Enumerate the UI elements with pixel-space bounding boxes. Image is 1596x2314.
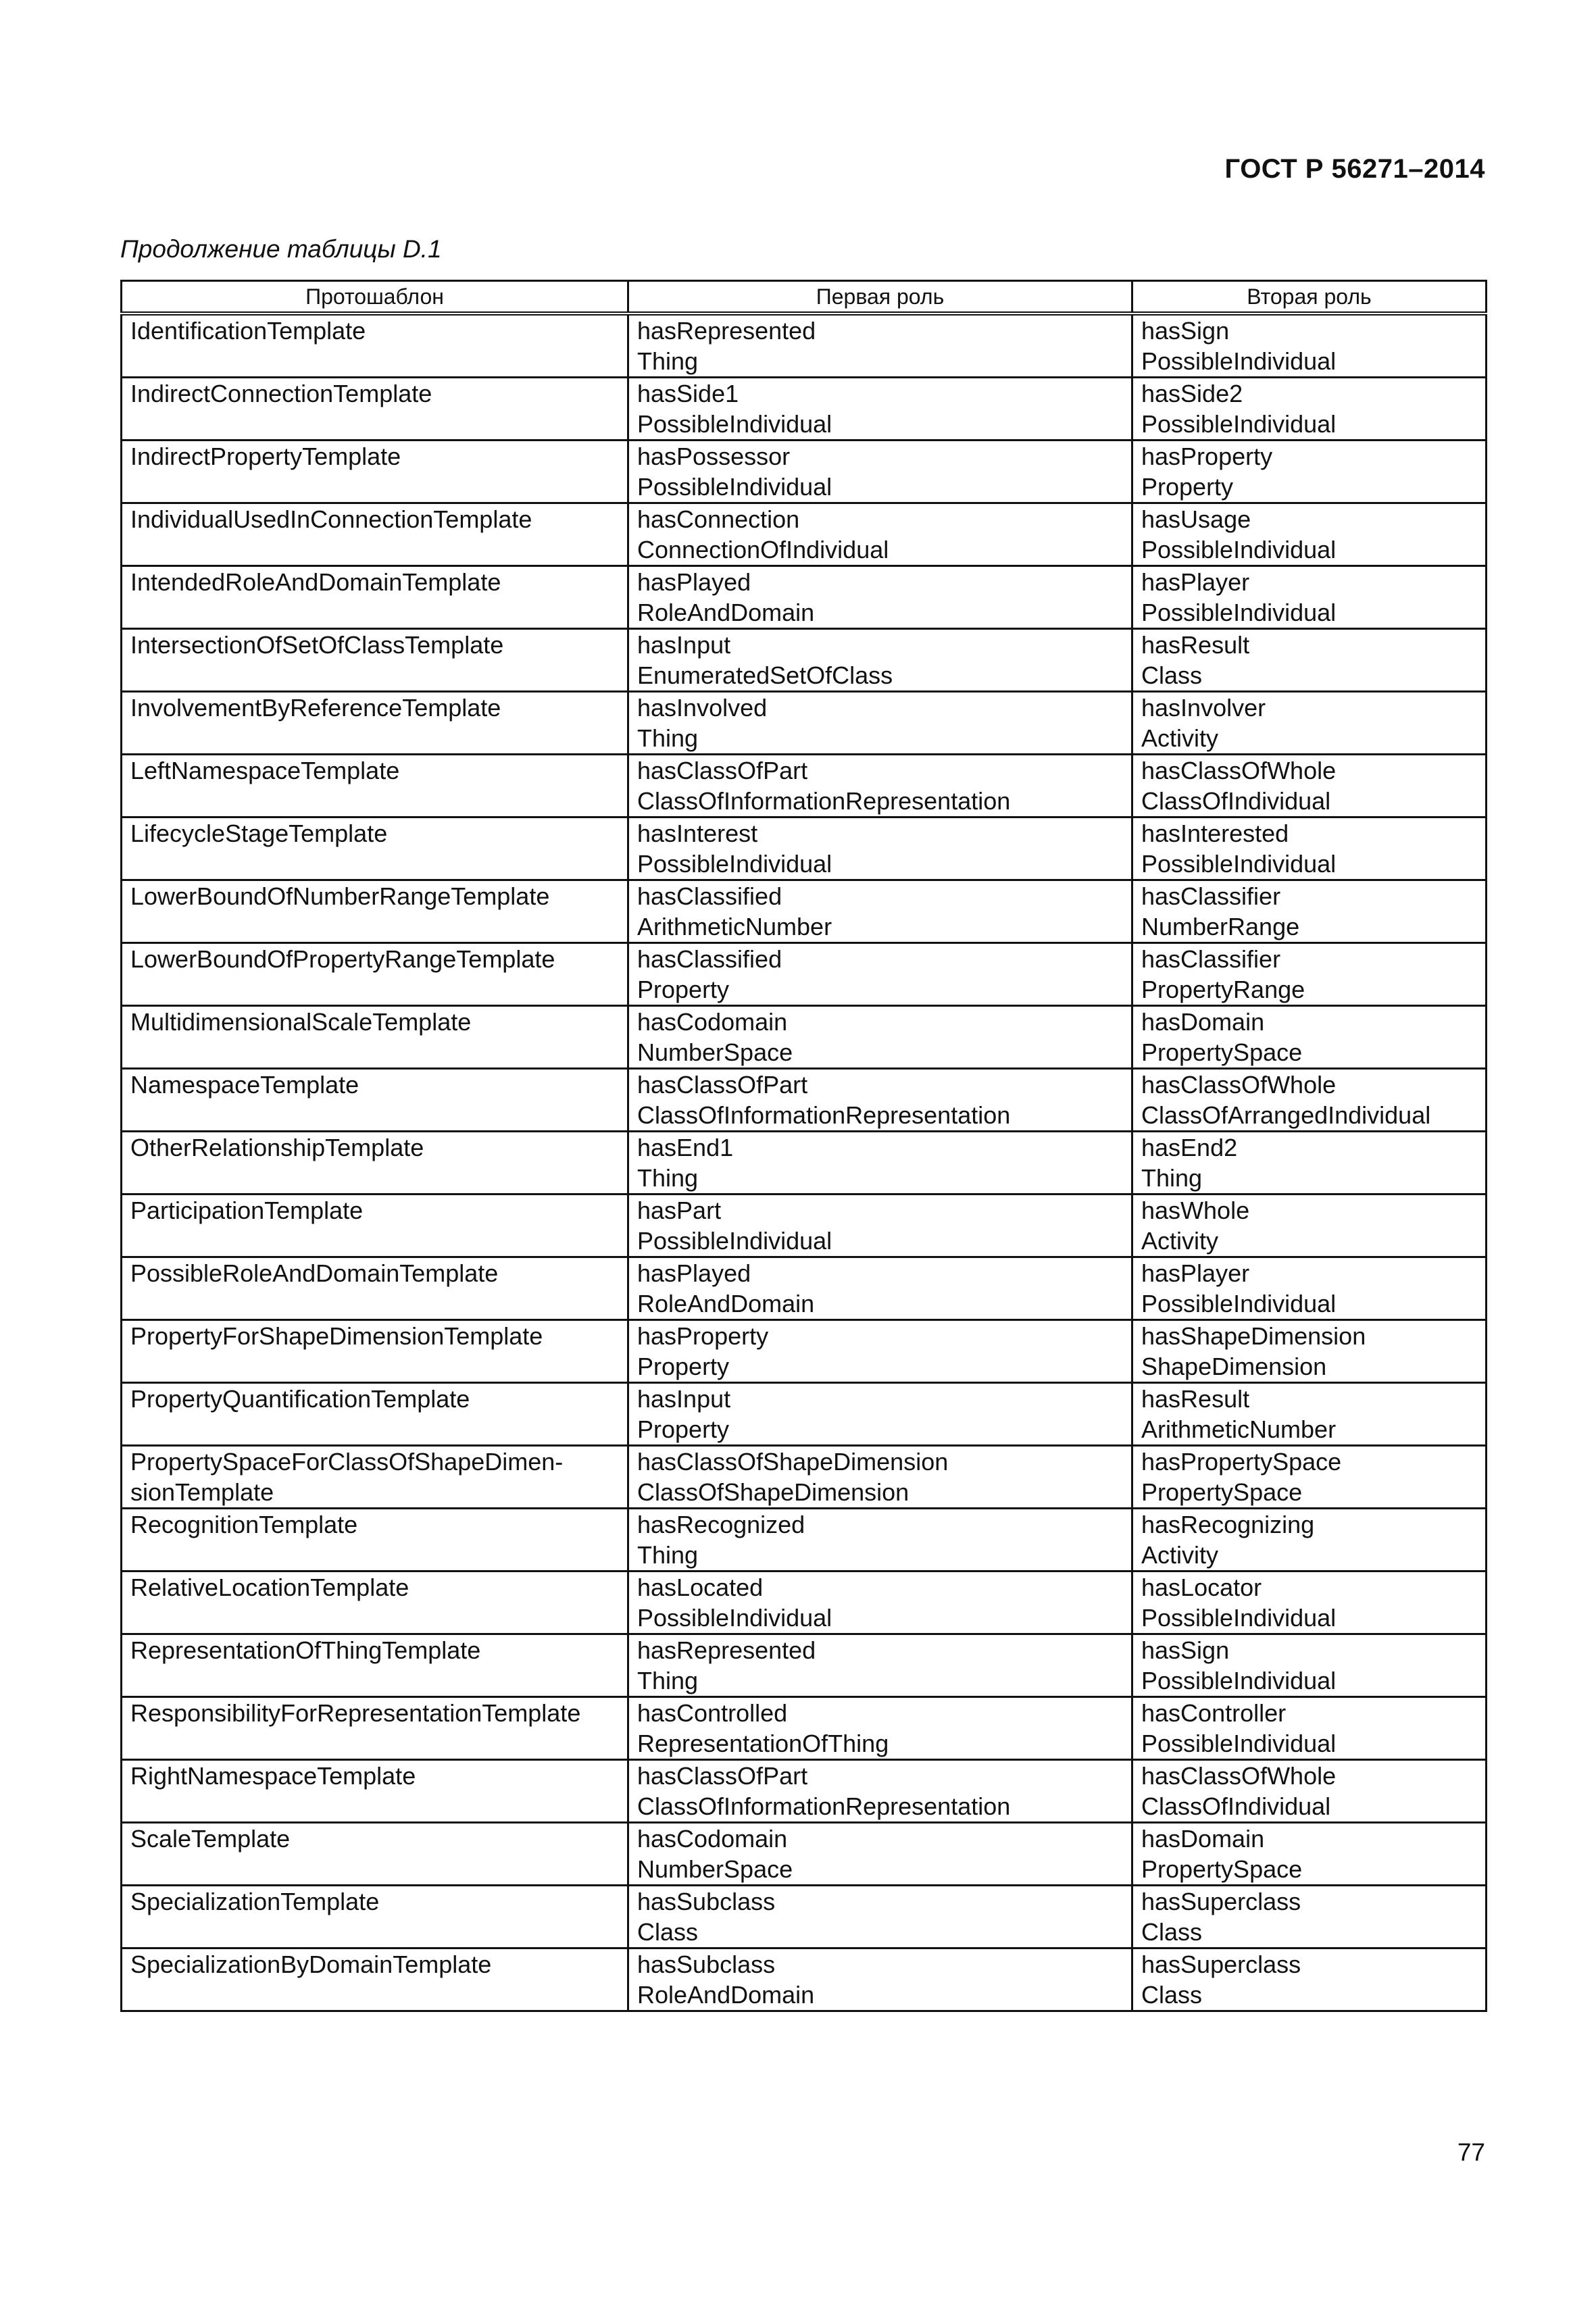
cell-line: hasClassified (637, 945, 782, 973)
cell-second-role (1132, 880, 1487, 943)
table-row (122, 629, 1487, 692)
cell-line: hasSign (1141, 317, 1230, 345)
cell-line: PropertyQuantificationTemplate (130, 1385, 470, 1413)
cell-line: PossibleIndividual (1141, 1604, 1337, 1632)
table-row (122, 755, 1487, 818)
cell-line: hasPlayed (637, 1259, 751, 1287)
cell-line: hasResult (1141, 1385, 1250, 1413)
cell-line: PossibleIndividual (1141, 1730, 1337, 1757)
cell-line: ScaleTemplate (130, 1825, 291, 1853)
cell-line: Thing (637, 1164, 699, 1192)
cell-second-role (1132, 503, 1487, 566)
cell-template (122, 1823, 628, 1886)
cell-line: NumberRange (1141, 913, 1300, 940)
cell-second-role (1132, 755, 1487, 818)
cell-template (122, 880, 628, 943)
cell-line: Thing (637, 1541, 699, 1569)
cell-line: RepresentationOfThing (637, 1730, 889, 1757)
cell-line: OtherRelationshipTemplate (130, 1134, 424, 1161)
cell-line: hasRecognized (637, 1511, 805, 1538)
cell-line: ClassOfShapeDimension (637, 1478, 909, 1506)
cell-line: Property (637, 976, 730, 1003)
cell-first-role (628, 1697, 1132, 1760)
cell-line: IntendedRoleAndDomainTemplate (130, 568, 501, 596)
cell-line: hasRepresented (637, 1636, 816, 1664)
cell-line: PossibleIndividual (637, 1227, 832, 1255)
table-row (122, 1948, 1487, 2011)
cell-line: Property (1141, 473, 1234, 501)
cell-template (122, 1886, 628, 1948)
cell-line: LifecycleStageTemplate (130, 820, 388, 847)
cell-line: hasProperty (637, 1322, 769, 1350)
table-row (122, 1069, 1487, 1132)
table-row (122, 943, 1487, 1006)
cell-line: PossibleIndividual (637, 850, 832, 878)
table-row (122, 1257, 1487, 1320)
cell-second-role (1132, 1194, 1487, 1257)
cell-template (122, 1383, 628, 1446)
cell-line: hasInvolved (637, 694, 768, 722)
cell-second-role (1132, 1948, 1487, 2011)
cell-line: hasClassOfShapeDimension (637, 1448, 949, 1476)
cell-first-role (628, 818, 1132, 880)
cell-line: hasRecognizing (1141, 1511, 1315, 1538)
cell-line: RoleAndDomain (637, 1981, 815, 2009)
cell-line: hasClassOfPart (637, 757, 808, 784)
cell-line: ClassOfInformationRepresentation (637, 1792, 1011, 1820)
cell-first-role (628, 755, 1132, 818)
cell-second-role (1132, 441, 1487, 503)
cell-first-role (628, 1509, 1132, 1571)
cell-line: Class (1141, 661, 1203, 689)
column-header-second-role: Вторая роль (1132, 281, 1487, 314)
cell-second-role (1132, 1257, 1487, 1320)
cell-second-role (1132, 1446, 1487, 1509)
cell-template (122, 818, 628, 880)
table-row (122, 1509, 1487, 1571)
cell-second-role (1132, 1697, 1487, 1760)
cell-line: InvolvementByReferenceTemplate (130, 694, 501, 722)
cell-line: hasPlayed (637, 568, 751, 596)
cell-line: NamespaceTemplate (130, 1071, 359, 1099)
cell-line: Class (1141, 1981, 1203, 2009)
cell-line: ArithmeticNumber (1141, 1415, 1337, 1443)
cell-line: PossibleIndividual (1141, 850, 1337, 878)
cell-line: ParticipationTemplate (130, 1197, 364, 1224)
cell-line: hasInvolver (1141, 694, 1266, 722)
cell-line: Thing (1141, 1164, 1203, 1192)
cell-line: hasCodomain (637, 1008, 788, 1036)
cell-template (122, 1948, 628, 2011)
cell-line: RecognitionTemplate (130, 1511, 358, 1538)
cell-line: hasPossessor (637, 443, 791, 470)
cell-line: Property (637, 1353, 730, 1380)
cell-line: hasCodomain (637, 1825, 788, 1853)
cell-first-role (628, 692, 1132, 755)
cell-line: PropertySpaceForClassOfShapeDimen- (130, 1448, 564, 1476)
cell-line: hasSuperclass (1141, 1888, 1301, 1915)
cell-line: PossibleIndividual (1141, 347, 1337, 375)
cell-first-role (628, 880, 1132, 943)
cell-second-role (1132, 629, 1487, 692)
cell-line: Class (637, 1918, 699, 1946)
table-row (122, 313, 1487, 378)
cell-line: hasControlled (637, 1699, 788, 1727)
cell-line: hasPart (637, 1197, 722, 1224)
column-header-template: Протошаблон (122, 281, 628, 314)
table-row (122, 1320, 1487, 1383)
cell-line: PossibleRoleAndDomainTemplate (130, 1259, 499, 1287)
cell-first-role (628, 1948, 1132, 2011)
cell-template (122, 1132, 628, 1194)
cell-line: ShapeDimension (1141, 1353, 1327, 1380)
cell-first-role (628, 1006, 1132, 1069)
cell-line: hasDomain (1141, 1825, 1265, 1853)
cell-line: hasClassified (637, 882, 782, 910)
table-row (122, 566, 1487, 629)
table-row (122, 1634, 1487, 1697)
table-caption: Продолжение таблицы D.1 (120, 235, 442, 263)
cell-second-role (1132, 1634, 1487, 1697)
cell-second-role (1132, 566, 1487, 629)
cell-first-role (628, 1634, 1132, 1697)
cell-line: hasSubclass (637, 1951, 776, 1978)
cell-line: hasSide2 (1141, 380, 1243, 407)
cell-first-role (628, 1132, 1132, 1194)
table-row (122, 1760, 1487, 1823)
cell-line: hasPropertySpace (1141, 1448, 1342, 1476)
cell-second-role (1132, 1571, 1487, 1634)
cell-line: RepresentationOfThingTemplate (130, 1636, 481, 1664)
cell-first-role (628, 566, 1132, 629)
table-row (122, 441, 1487, 503)
cell-line: SpecializationTemplate (130, 1888, 380, 1915)
cell-line: hasResult (1141, 631, 1250, 659)
cell-line: PropertySpace (1141, 1855, 1303, 1883)
table-row (122, 1006, 1487, 1069)
page-number: 77 (1457, 2138, 1485, 2166)
cell-line: Thing (637, 347, 699, 375)
cell-line: Activity (1141, 1541, 1219, 1569)
cell-line: sionTemplate (130, 1478, 274, 1506)
cell-first-role (628, 1194, 1132, 1257)
cell-template (122, 692, 628, 755)
cell-line: PossibleIndividual (637, 473, 832, 501)
cell-template (122, 1320, 628, 1383)
cell-line: LowerBoundOfNumberRangeTemplate (130, 882, 550, 910)
cell-line: Property (637, 1415, 730, 1443)
cell-line: ClassOfInformationRepresentation (637, 1101, 1011, 1129)
cell-template (122, 943, 628, 1006)
cell-second-role (1132, 1760, 1487, 1823)
cell-line: Activity (1141, 724, 1219, 752)
cell-first-role (628, 378, 1132, 441)
cell-line: hasShapeDimension (1141, 1322, 1366, 1350)
cell-line: PossibleIndividual (1141, 1290, 1337, 1317)
cell-line: ClassOfIndividual (1141, 1792, 1331, 1820)
cell-line: IndirectConnectionTemplate (130, 380, 432, 407)
cell-template (122, 566, 628, 629)
cell-line: SpecializationByDomainTemplate (130, 1951, 492, 1978)
cell-line: PossibleIndividual (637, 1604, 832, 1632)
cell-template (122, 378, 628, 441)
cell-line: hasSign (1141, 1636, 1230, 1664)
cell-line: ClassOfIndividual (1141, 787, 1331, 815)
cell-second-role (1132, 1509, 1487, 1571)
cell-second-role (1132, 1320, 1487, 1383)
cell-line: hasEnd2 (1141, 1134, 1238, 1161)
cell-line: hasSuperclass (1141, 1951, 1301, 1978)
cell-line: LowerBoundOfPropertyRangeTemplate (130, 945, 555, 973)
cell-line: Thing (637, 724, 699, 752)
cell-line: hasConnection (637, 505, 800, 533)
table-row (122, 378, 1487, 441)
cell-line: NumberSpace (637, 1038, 793, 1066)
cell-line: hasClassOfWhole (1141, 1762, 1337, 1790)
cell-line: hasProperty (1141, 443, 1273, 470)
cell-line: hasInput (637, 631, 731, 659)
cell-line: hasPlayer (1141, 1259, 1250, 1287)
cell-line: hasClassifier (1141, 945, 1281, 973)
cell-line: hasWhole (1141, 1197, 1250, 1224)
table-row (122, 1194, 1487, 1257)
table-row (122, 1132, 1487, 1194)
cell-line: EnumeratedSetOfClass (637, 661, 893, 689)
cell-line: hasLocator (1141, 1574, 1262, 1601)
cell-first-role (628, 1886, 1132, 1948)
cell-line: PropertySpace (1141, 1478, 1303, 1506)
cell-template (122, 629, 628, 692)
cell-line: LeftNamespaceTemplate (130, 757, 400, 784)
cell-second-role (1132, 1069, 1487, 1132)
standard-designation: ГОСТ Р 56271–2014 (1224, 154, 1485, 184)
cell-first-role (628, 1571, 1132, 1634)
cell-second-role (1132, 818, 1487, 880)
table-body (122, 313, 1487, 2011)
cell-line: PossibleIndividual (1141, 536, 1337, 563)
column-header-first-role: Первая роль (628, 281, 1132, 314)
cell-template (122, 1509, 628, 1571)
cell-first-role (628, 1446, 1132, 1509)
cell-line: IntersectionOfSetOfClassTemplate (130, 631, 504, 659)
cell-template (122, 1571, 628, 1634)
cell-template (122, 1194, 628, 1257)
cell-template (122, 441, 628, 503)
cell-line: ConnectionOfIndividual (637, 536, 889, 563)
cell-template (122, 755, 628, 818)
cell-line: RoleAndDomain (637, 1290, 815, 1317)
cell-template (122, 1760, 628, 1823)
cell-template (122, 1257, 628, 1320)
cell-second-role (1132, 692, 1487, 755)
cell-line: hasUsage (1141, 505, 1251, 533)
table-row (122, 1383, 1487, 1446)
cell-first-role (628, 441, 1132, 503)
cell-line: hasClassOfPart (637, 1071, 808, 1099)
cell-first-role (628, 1257, 1132, 1320)
cell-line: ClassOfArrangedIndividual (1141, 1101, 1431, 1129)
cell-line: PropertyRange (1141, 976, 1305, 1003)
cell-first-role (628, 313, 1132, 378)
table-row (122, 692, 1487, 755)
cell-template (122, 1446, 628, 1509)
cell-line: hasInterest (637, 820, 758, 847)
cell-line: Thing (637, 1667, 699, 1694)
cell-line: RelativeLocationTemplate (130, 1574, 409, 1601)
cell-line: PropertyForShapeDimensionTemplate (130, 1322, 543, 1350)
cell-second-role (1132, 378, 1487, 441)
cell-line: ResponsibilityForRepresentationTemplate (130, 1699, 581, 1727)
cell-line: IdentificationTemplate (130, 317, 366, 345)
cell-template (122, 313, 628, 378)
cell-line: MultidimensionalScaleTemplate (130, 1008, 472, 1036)
cell-line: hasClassOfPart (637, 1762, 808, 1790)
cell-line: hasPlayer (1141, 568, 1250, 596)
cell-line: PossibleIndividual (637, 410, 832, 438)
table-row (122, 1446, 1487, 1509)
cell-line: ArithmeticNumber (637, 913, 832, 940)
cell-line: NumberSpace (637, 1855, 793, 1883)
cell-template (122, 503, 628, 566)
cell-line: IndividualUsedInConnectionTemplate (130, 505, 532, 533)
cell-template (122, 1634, 628, 1697)
table-header-row (122, 281, 1487, 314)
cell-line: hasSide1 (637, 380, 739, 407)
cell-line: hasSubclass (637, 1888, 776, 1915)
cell-first-role (628, 1760, 1132, 1823)
cell-line: PossibleIndividual (1141, 1667, 1337, 1694)
cell-line: hasController (1141, 1699, 1287, 1727)
cell-first-role (628, 629, 1132, 692)
cell-line: hasClassOfWhole (1141, 757, 1337, 784)
cell-second-role (1132, 1823, 1487, 1886)
cell-first-role (628, 943, 1132, 1006)
cell-template (122, 1697, 628, 1760)
cell-second-role (1132, 943, 1487, 1006)
cell-line: PropertySpace (1141, 1038, 1303, 1066)
cell-first-role (628, 1383, 1132, 1446)
cell-line: Activity (1141, 1227, 1219, 1255)
table-row (122, 1697, 1487, 1760)
cell-line: hasInput (637, 1385, 731, 1413)
cell-line: PossibleIndividual (1141, 410, 1337, 438)
cell-second-role (1132, 313, 1487, 378)
cell-line: RoleAndDomain (637, 599, 815, 626)
cell-first-role (628, 1069, 1132, 1132)
cell-second-role (1132, 1383, 1487, 1446)
cell-template (122, 1069, 628, 1132)
cell-line: hasClassifier (1141, 882, 1281, 910)
cell-line: IndirectPropertyTemplate (130, 443, 401, 470)
cell-line: hasEnd1 (637, 1134, 734, 1161)
cell-line: hasDomain (1141, 1008, 1265, 1036)
cell-line: Class (1141, 1918, 1203, 1946)
cell-first-role (628, 1320, 1132, 1383)
cell-line: hasClassOfWhole (1141, 1071, 1337, 1099)
cell-second-role (1132, 1886, 1487, 1948)
cell-line: PossibleIndividual (1141, 599, 1337, 626)
cell-line: ClassOfInformationRepresentation (637, 787, 1011, 815)
table-row (122, 503, 1487, 566)
cell-first-role (628, 503, 1132, 566)
roles-table (120, 280, 1487, 2012)
cell-second-role (1132, 1006, 1487, 1069)
cell-first-role (628, 1823, 1132, 1886)
cell-line: hasInterested (1141, 820, 1289, 847)
table-row (122, 1886, 1487, 1948)
table-row (122, 1571, 1487, 1634)
table-row (122, 880, 1487, 943)
cell-second-role (1132, 1132, 1487, 1194)
cell-template (122, 1006, 628, 1069)
cell-line: hasLocated (637, 1574, 764, 1601)
table-row (122, 818, 1487, 880)
cell-line: RightNamespaceTemplate (130, 1762, 416, 1790)
cell-line: hasRepresented (637, 317, 816, 345)
table-row (122, 1823, 1487, 1886)
